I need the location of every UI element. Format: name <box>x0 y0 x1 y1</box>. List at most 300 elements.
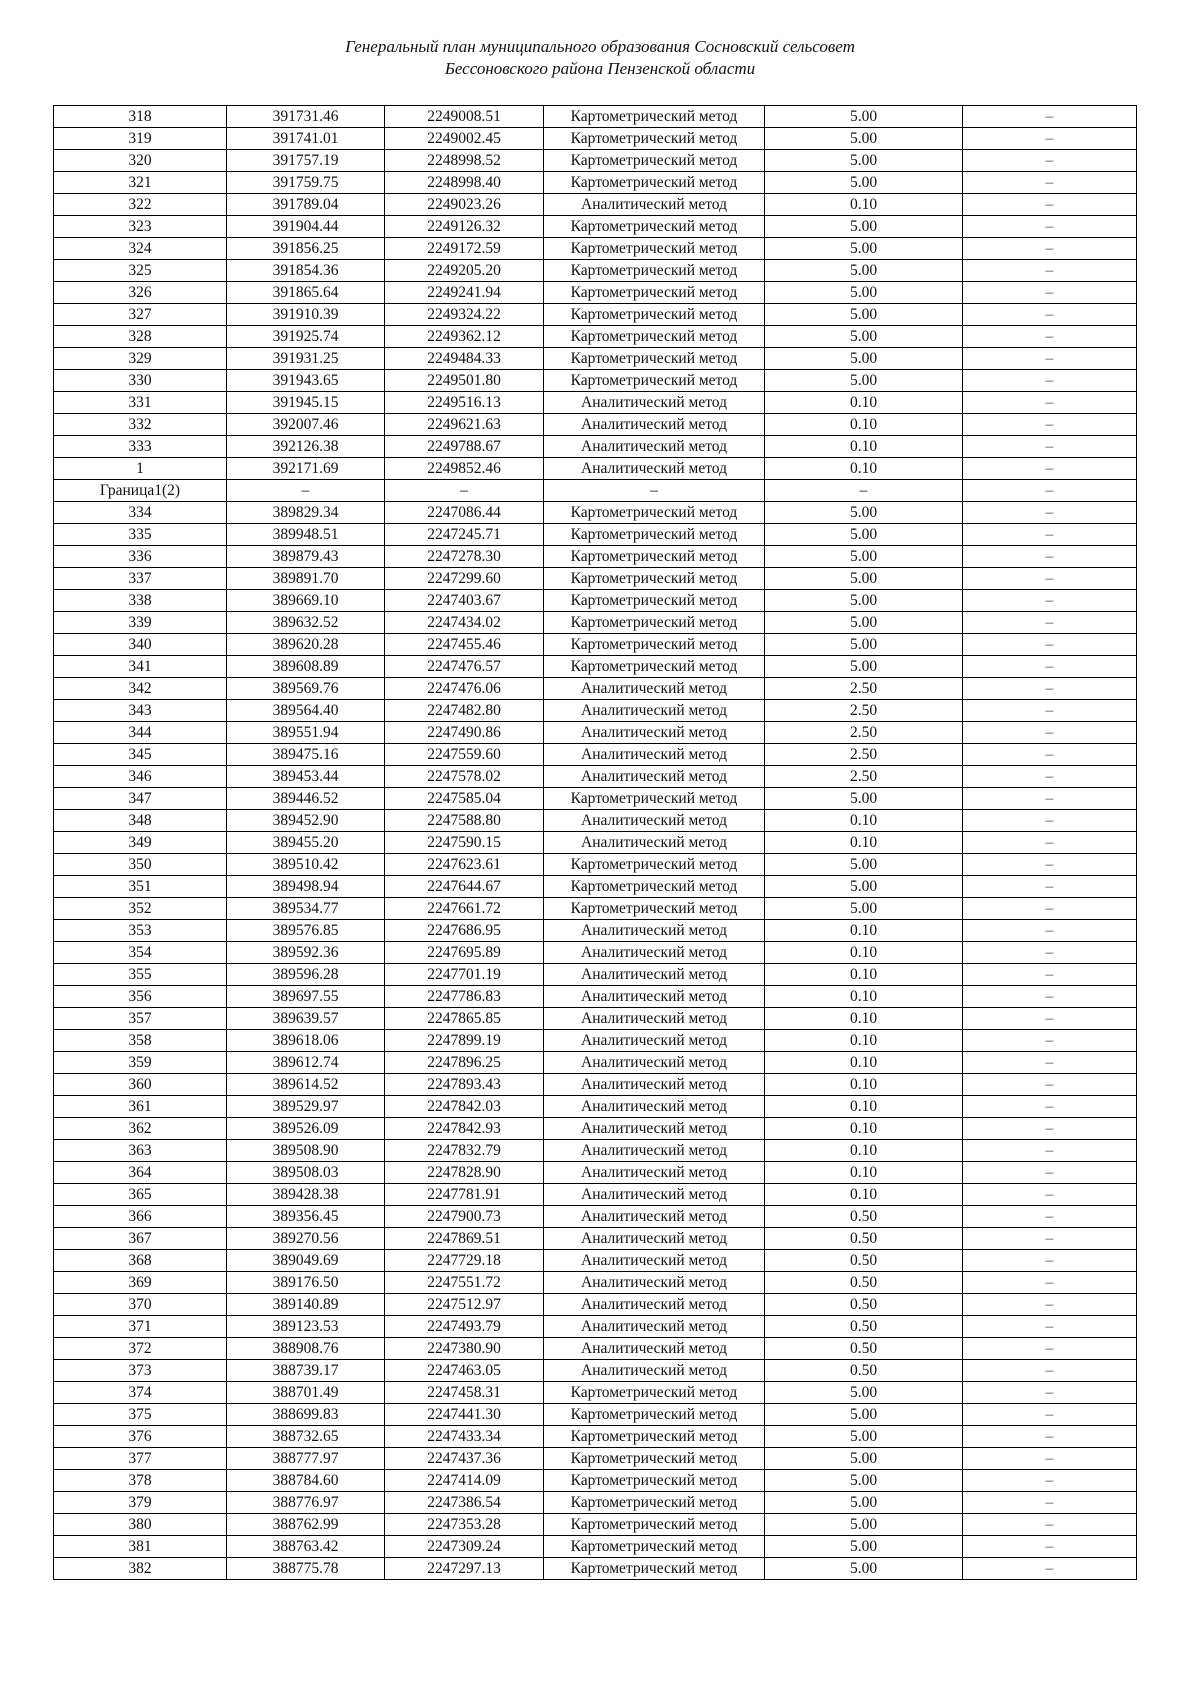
accuracy-cell: 5.00 <box>765 326 963 348</box>
accuracy-cell: 0.10 <box>765 1052 963 1074</box>
method-cell: Картометрический метод <box>544 898 765 920</box>
description-cell: – <box>963 810 1137 832</box>
x-coordinate-cell: 389356.45 <box>227 1206 385 1228</box>
method-cell: Аналитический метод <box>544 766 765 788</box>
x-coordinate-cell: 391741.01 <box>227 128 385 150</box>
point-number-cell: 344 <box>54 722 227 744</box>
accuracy-cell: 0.50 <box>765 1360 963 1382</box>
table-row <box>54 920 1137 942</box>
point-number-cell: 323 <box>54 216 227 238</box>
y-coordinate-cell: 2247299.60 <box>385 568 544 590</box>
method-cell: Картометрический метод <box>544 1492 765 1514</box>
y-coordinate-cell: 2247490.86 <box>385 722 544 744</box>
point-number-cell: 337 <box>54 568 227 590</box>
accuracy-cell: 5.00 <box>765 898 963 920</box>
point-number-cell: 374 <box>54 1382 227 1404</box>
x-coordinate-cell: 389529.97 <box>227 1096 385 1118</box>
accuracy-cell: 0.10 <box>765 436 963 458</box>
table-row <box>54 326 1137 348</box>
method-cell: Картометрический метод <box>544 304 765 326</box>
accuracy-cell: 0.50 <box>765 1228 963 1250</box>
x-coordinate-cell: 388776.97 <box>227 1492 385 1514</box>
description-cell: – <box>963 150 1137 172</box>
y-coordinate-cell: 2247458.31 <box>385 1382 544 1404</box>
x-coordinate-cell: 388732.65 <box>227 1426 385 1448</box>
method-cell: Аналитический метод <box>544 392 765 414</box>
description-cell: – <box>963 282 1137 304</box>
method-cell: Аналитический метод <box>544 722 765 744</box>
point-number-cell: 380 <box>54 1514 227 1536</box>
point-number-cell: 346 <box>54 766 227 788</box>
method-cell: Аналитический метод <box>544 1184 765 1206</box>
table-row <box>54 1118 1137 1140</box>
y-coordinate-cell: 2249484.33 <box>385 348 544 370</box>
y-coordinate-cell: 2247386.54 <box>385 1492 544 1514</box>
table-row <box>54 502 1137 524</box>
y-coordinate-cell: 2247828.90 <box>385 1162 544 1184</box>
table-row <box>54 480 1137 502</box>
description-cell: – <box>963 1140 1137 1162</box>
method-cell: Аналитический метод <box>544 1316 765 1338</box>
description-cell: – <box>963 1426 1137 1448</box>
point-number-cell: 342 <box>54 678 227 700</box>
description-cell: – <box>963 1360 1137 1382</box>
method-cell: Картометрический метод <box>544 1426 765 1448</box>
x-coordinate-cell: 389508.03 <box>227 1162 385 1184</box>
coordinates-table-body <box>54 106 1137 1580</box>
accuracy-cell: 5.00 <box>765 128 963 150</box>
x-coordinate-cell: 388777.97 <box>227 1448 385 1470</box>
x-coordinate-cell: 389592.36 <box>227 942 385 964</box>
x-coordinate-cell: 389526.09 <box>227 1118 385 1140</box>
method-cell: Аналитический метод <box>544 414 765 436</box>
point-number-cell: Граница1(2) <box>54 480 227 502</box>
accuracy-cell: 0.10 <box>765 964 963 986</box>
table-row <box>54 810 1137 832</box>
x-coordinate-cell: 389176.50 <box>227 1272 385 1294</box>
description-cell: – <box>963 634 1137 656</box>
method-cell: Картометрический метод <box>544 326 765 348</box>
method-cell: Картометрический метод <box>544 854 765 876</box>
point-number-cell: 333 <box>54 436 227 458</box>
point-number-cell: 339 <box>54 612 227 634</box>
point-number-cell: 321 <box>54 172 227 194</box>
point-number-cell: 325 <box>54 260 227 282</box>
table-row <box>54 876 1137 898</box>
y-coordinate-cell: 2247551.72 <box>385 1272 544 1294</box>
x-coordinate-cell: 389612.74 <box>227 1052 385 1074</box>
description-cell: – <box>963 1206 1137 1228</box>
table-row <box>54 1030 1137 1052</box>
point-number-cell: 326 <box>54 282 227 304</box>
description-cell: – <box>963 1316 1137 1338</box>
y-coordinate-cell: 2247441.30 <box>385 1404 544 1426</box>
point-number-cell: 324 <box>54 238 227 260</box>
method-cell: Картометрический метод <box>544 568 765 590</box>
x-coordinate-cell: 388763.42 <box>227 1536 385 1558</box>
table-row <box>54 1536 1137 1558</box>
y-coordinate-cell: 2247729.18 <box>385 1250 544 1272</box>
point-number-cell: 375 <box>54 1404 227 1426</box>
x-coordinate-cell: 389608.89 <box>227 656 385 678</box>
x-coordinate-cell: 389551.94 <box>227 722 385 744</box>
y-coordinate-cell: 2247686.95 <box>385 920 544 942</box>
point-number-cell: 365 <box>54 1184 227 1206</box>
x-coordinate-cell: 391854.36 <box>227 260 385 282</box>
y-coordinate-cell: 2247380.90 <box>385 1338 544 1360</box>
accuracy-cell: 0.10 <box>765 1030 963 1052</box>
point-number-cell: 376 <box>54 1426 227 1448</box>
x-coordinate-cell: 389270.56 <box>227 1228 385 1250</box>
y-coordinate-cell: 2247353.28 <box>385 1514 544 1536</box>
table-row <box>54 524 1137 546</box>
method-cell: Аналитический метод <box>544 1294 765 1316</box>
description-cell: – <box>963 172 1137 194</box>
description-cell: – <box>963 590 1137 612</box>
method-cell: Аналитический метод <box>544 700 765 722</box>
point-number-cell: 373 <box>54 1360 227 1382</box>
x-coordinate-cell: 389620.28 <box>227 634 385 656</box>
accuracy-cell: 5.00 <box>765 876 963 898</box>
description-cell: – <box>963 1030 1137 1052</box>
y-coordinate-cell: 2247590.15 <box>385 832 544 854</box>
y-coordinate-cell: 2249002.45 <box>385 128 544 150</box>
accuracy-cell: 0.10 <box>765 1074 963 1096</box>
description-cell: – <box>963 216 1137 238</box>
point-number-cell: 378 <box>54 1470 227 1492</box>
x-coordinate-cell: 391904.44 <box>227 216 385 238</box>
accuracy-cell: 0.10 <box>765 1008 963 1030</box>
accuracy-cell: 5.00 <box>765 656 963 678</box>
y-coordinate-cell: 2247512.97 <box>385 1294 544 1316</box>
accuracy-cell: 5.00 <box>765 150 963 172</box>
y-coordinate-cell: 2247414.09 <box>385 1470 544 1492</box>
y-coordinate-cell: 2247455.46 <box>385 634 544 656</box>
description-cell: – <box>963 1514 1137 1536</box>
accuracy-cell: 5.00 <box>765 788 963 810</box>
x-coordinate-cell: 389569.76 <box>227 678 385 700</box>
point-number-cell: 364 <box>54 1162 227 1184</box>
point-number-cell: 349 <box>54 832 227 854</box>
x-coordinate-cell: 388908.76 <box>227 1338 385 1360</box>
table-row <box>54 964 1137 986</box>
x-coordinate-cell: 391759.75 <box>227 172 385 194</box>
table-row <box>54 656 1137 678</box>
description-cell: – <box>963 876 1137 898</box>
table-row <box>54 1426 1137 1448</box>
x-coordinate-cell: 389534.77 <box>227 898 385 920</box>
method-cell: Аналитический метод <box>544 832 765 854</box>
description-cell: – <box>963 1294 1137 1316</box>
y-coordinate-cell: 2247900.73 <box>385 1206 544 1228</box>
description-cell: – <box>963 1558 1137 1580</box>
accuracy-cell: 2.50 <box>765 766 963 788</box>
description-cell: – <box>963 1272 1137 1294</box>
y-coordinate-cell: 2249788.67 <box>385 436 544 458</box>
table-row <box>54 546 1137 568</box>
point-number-cell: 379 <box>54 1492 227 1514</box>
point-number-cell: 341 <box>54 656 227 678</box>
description-cell: – <box>963 1228 1137 1250</box>
y-coordinate-cell: 2247476.06 <box>385 678 544 700</box>
y-coordinate-cell: 2249172.59 <box>385 238 544 260</box>
table-row <box>54 1492 1137 1514</box>
y-coordinate-cell: 2249205.20 <box>385 260 544 282</box>
point-number-cell: 335 <box>54 524 227 546</box>
y-coordinate-cell: 2247832.79 <box>385 1140 544 1162</box>
method-cell: – <box>544 480 765 502</box>
x-coordinate-cell: 389455.20 <box>227 832 385 854</box>
description-cell: – <box>963 1074 1137 1096</box>
description-cell: – <box>963 722 1137 744</box>
table-row <box>54 1272 1137 1294</box>
description-cell: – <box>963 194 1137 216</box>
x-coordinate-cell: 388784.60 <box>227 1470 385 1492</box>
accuracy-cell: 0.10 <box>765 194 963 216</box>
x-coordinate-cell: 388739.17 <box>227 1360 385 1382</box>
table-row <box>54 722 1137 744</box>
description-cell: – <box>963 480 1137 502</box>
x-coordinate-cell: 389140.89 <box>227 1294 385 1316</box>
method-cell: Аналитический метод <box>544 1096 765 1118</box>
accuracy-cell: 0.50 <box>765 1206 963 1228</box>
method-cell: Картометрический метод <box>544 172 765 194</box>
y-coordinate-cell: 2247661.72 <box>385 898 544 920</box>
point-number-cell: 361 <box>54 1096 227 1118</box>
accuracy-cell: 5.00 <box>765 348 963 370</box>
accuracy-cell: 5.00 <box>765 106 963 128</box>
y-coordinate-cell: 2249501.80 <box>385 370 544 392</box>
point-number-cell: 330 <box>54 370 227 392</box>
y-coordinate-cell: 2247433.34 <box>385 1426 544 1448</box>
accuracy-cell: 5.00 <box>765 1536 963 1558</box>
point-number-cell: 345 <box>54 744 227 766</box>
table-row <box>54 370 1137 392</box>
y-coordinate-cell: 2247786.83 <box>385 986 544 1008</box>
table-row <box>54 436 1137 458</box>
table-row <box>54 832 1137 854</box>
description-cell: – <box>963 348 1137 370</box>
x-coordinate-cell: 391856.25 <box>227 238 385 260</box>
header-line-1: Генеральный план муниципального образования Сосновский сельсовет <box>345 37 855 56</box>
method-cell: Аналитический метод <box>544 964 765 986</box>
accuracy-cell: 0.10 <box>765 832 963 854</box>
y-coordinate-cell: 2249621.63 <box>385 414 544 436</box>
table-row <box>54 106 1137 128</box>
table-row <box>54 678 1137 700</box>
table-row <box>54 304 1137 326</box>
table-row <box>54 634 1137 656</box>
accuracy-cell: 0.10 <box>765 810 963 832</box>
description-cell: – <box>963 788 1137 810</box>
accuracy-cell: 0.50 <box>765 1316 963 1338</box>
method-cell: Аналитический метод <box>544 1250 765 1272</box>
accuracy-cell: 0.10 <box>765 1096 963 1118</box>
method-cell: Картометрический метод <box>544 348 765 370</box>
point-number-cell: 358 <box>54 1030 227 1052</box>
description-cell: – <box>963 1338 1137 1360</box>
method-cell: Аналитический метод <box>544 1162 765 1184</box>
table-row <box>54 1316 1137 1338</box>
point-number-cell: 382 <box>54 1558 227 1580</box>
table-row <box>54 128 1137 150</box>
point-number-cell: 353 <box>54 920 227 942</box>
table-row <box>54 348 1137 370</box>
y-coordinate-cell: 2249324.22 <box>385 304 544 326</box>
method-cell: Аналитический метод <box>544 1360 765 1382</box>
accuracy-cell: 2.50 <box>765 678 963 700</box>
x-coordinate-cell: 391943.65 <box>227 370 385 392</box>
point-number-cell: 359 <box>54 1052 227 1074</box>
x-coordinate-cell: 389632.52 <box>227 612 385 634</box>
point-number-cell: 363 <box>54 1140 227 1162</box>
accuracy-cell: 5.00 <box>765 568 963 590</box>
accuracy-cell: – <box>765 480 963 502</box>
description-cell: – <box>963 458 1137 480</box>
method-cell: Картометрический метод <box>544 1514 765 1536</box>
description-cell: – <box>963 656 1137 678</box>
x-coordinate-cell: 389508.90 <box>227 1140 385 1162</box>
method-cell: Аналитический метод <box>544 436 765 458</box>
method-cell: Картометрический метод <box>544 260 765 282</box>
table-row <box>54 216 1137 238</box>
table-row <box>54 1140 1137 1162</box>
description-cell: – <box>963 1382 1137 1404</box>
point-number-cell: 357 <box>54 1008 227 1030</box>
accuracy-cell: 0.10 <box>765 458 963 480</box>
point-number-cell: 343 <box>54 700 227 722</box>
point-number-cell: 351 <box>54 876 227 898</box>
description-cell: – <box>963 524 1137 546</box>
x-coordinate-cell: 391731.46 <box>227 106 385 128</box>
x-coordinate-cell: 392171.69 <box>227 458 385 480</box>
x-coordinate-cell: 391865.64 <box>227 282 385 304</box>
point-number-cell: 348 <box>54 810 227 832</box>
accuracy-cell: 5.00 <box>765 524 963 546</box>
y-coordinate-cell: 2247893.43 <box>385 1074 544 1096</box>
x-coordinate-cell: 389576.85 <box>227 920 385 942</box>
method-cell: Картометрический метод <box>544 546 765 568</box>
y-coordinate-cell: 2247701.19 <box>385 964 544 986</box>
table-row <box>54 414 1137 436</box>
accuracy-cell: 5.00 <box>765 1404 963 1426</box>
table-row <box>54 1404 1137 1426</box>
accuracy-cell: 5.00 <box>765 1492 963 1514</box>
description-cell: – <box>963 1052 1137 1074</box>
method-cell: Аналитический метод <box>544 920 765 942</box>
point-number-cell: 331 <box>54 392 227 414</box>
accuracy-cell: 5.00 <box>765 304 963 326</box>
accuracy-cell: 0.50 <box>765 1250 963 1272</box>
method-cell: Картометрический метод <box>544 634 765 656</box>
x-coordinate-cell: 391945.15 <box>227 392 385 414</box>
y-coordinate-cell: 2247869.51 <box>385 1228 544 1250</box>
x-coordinate-cell: 392126.38 <box>227 436 385 458</box>
table-row <box>54 1514 1137 1536</box>
point-number-cell: 334 <box>54 502 227 524</box>
description-cell: – <box>963 1448 1137 1470</box>
method-cell: Аналитический метод <box>544 810 765 832</box>
description-cell: – <box>963 942 1137 964</box>
table-row <box>54 282 1137 304</box>
x-coordinate-cell: 389564.40 <box>227 700 385 722</box>
point-number-cell: 377 <box>54 1448 227 1470</box>
description-cell: – <box>963 370 1137 392</box>
y-coordinate-cell: 2247896.25 <box>385 1052 544 1074</box>
table-row <box>54 1294 1137 1316</box>
point-number-cell: 327 <box>54 304 227 326</box>
method-cell: Картометрический метод <box>544 282 765 304</box>
y-coordinate-cell: 2247245.71 <box>385 524 544 546</box>
x-coordinate-cell: 389049.69 <box>227 1250 385 1272</box>
description-cell: – <box>963 744 1137 766</box>
method-cell: Картометрический метод <box>544 590 765 612</box>
x-coordinate-cell: 389475.16 <box>227 744 385 766</box>
x-coordinate-cell: 389453.44 <box>227 766 385 788</box>
x-coordinate-cell: 391931.25 <box>227 348 385 370</box>
accuracy-cell: 5.00 <box>765 502 963 524</box>
x-coordinate-cell: 389498.94 <box>227 876 385 898</box>
accuracy-cell: 5.00 <box>765 370 963 392</box>
description-cell: – <box>963 436 1137 458</box>
accuracy-cell: 0.10 <box>765 1162 963 1184</box>
accuracy-cell: 2.50 <box>765 744 963 766</box>
table-row <box>54 854 1137 876</box>
point-number-cell: 372 <box>54 1338 227 1360</box>
accuracy-cell: 5.00 <box>765 1558 963 1580</box>
x-coordinate-cell: 392007.46 <box>227 414 385 436</box>
point-number-cell: 368 <box>54 1250 227 1272</box>
method-cell: Картометрический метод <box>544 370 765 392</box>
point-number-cell: 328 <box>54 326 227 348</box>
y-coordinate-cell: 2249008.51 <box>385 106 544 128</box>
method-cell: Аналитический метод <box>544 1140 765 1162</box>
method-cell: Картометрический метод <box>544 876 765 898</box>
x-coordinate-cell: 389446.52 <box>227 788 385 810</box>
accuracy-cell: 5.00 <box>765 590 963 612</box>
description-cell: – <box>963 304 1137 326</box>
table-row <box>54 392 1137 414</box>
table-row <box>54 1558 1137 1580</box>
accuracy-cell: 5.00 <box>765 1448 963 1470</box>
method-cell: Аналитический метод <box>544 1052 765 1074</box>
x-coordinate-cell: – <box>227 480 385 502</box>
x-coordinate-cell: 389639.57 <box>227 1008 385 1030</box>
description-cell: – <box>963 1470 1137 1492</box>
y-coordinate-cell: 2247086.44 <box>385 502 544 524</box>
table-row <box>54 194 1137 216</box>
y-coordinate-cell: 2247482.80 <box>385 700 544 722</box>
point-number-cell: 319 <box>54 128 227 150</box>
table-row <box>54 700 1137 722</box>
accuracy-cell: 5.00 <box>765 1514 963 1536</box>
method-cell: Аналитический метод <box>544 1272 765 1294</box>
method-cell: Картометрический метод <box>544 150 765 172</box>
description-cell: – <box>963 326 1137 348</box>
point-number-cell: 347 <box>54 788 227 810</box>
point-number-cell: 367 <box>54 1228 227 1250</box>
point-number-cell: 371 <box>54 1316 227 1338</box>
accuracy-cell: 0.50 <box>765 1272 963 1294</box>
table-row <box>54 1448 1137 1470</box>
method-cell: Картометрический метод <box>544 612 765 634</box>
method-cell: Аналитический метод <box>544 1118 765 1140</box>
x-coordinate-cell: 388701.49 <box>227 1382 385 1404</box>
method-cell: Картометрический метод <box>544 128 765 150</box>
method-cell: Аналитический метод <box>544 678 765 700</box>
point-number-cell: 350 <box>54 854 227 876</box>
description-cell: – <box>963 964 1137 986</box>
